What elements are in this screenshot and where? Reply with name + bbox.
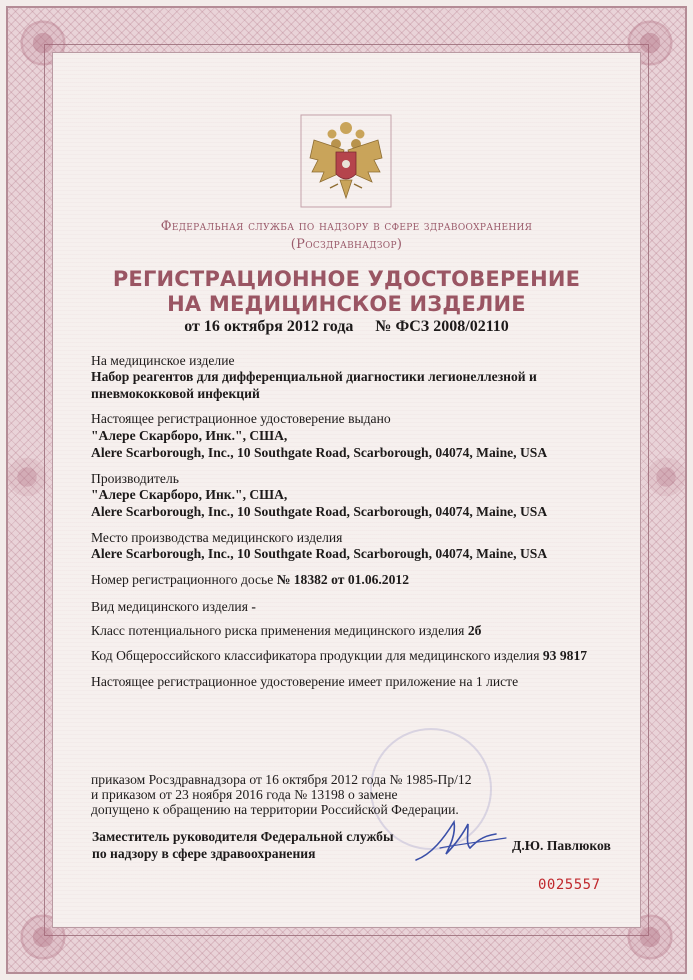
dossier-label: Номер регистрационного досье bbox=[91, 572, 274, 587]
manufacturer-label: Производитель bbox=[91, 471, 179, 486]
production-site-label: Место производства медицинского изделия bbox=[91, 530, 343, 545]
okp-code-value: 93 9817 bbox=[542, 648, 588, 663]
dossier-value: № 18382 от 01.06.2012 bbox=[276, 572, 409, 587]
certificate-number: № ФСЗ 2008/02110 bbox=[375, 318, 509, 335]
order-line1: приказом Росздравнадзора от 16 октября 2012 года № 1985-Пр/12 bbox=[91, 772, 472, 787]
agency-short-name: (Росздравнадзор) bbox=[290, 237, 403, 252]
device-name-line2: пневмококковой инфекций bbox=[91, 386, 260, 401]
manufacturer-line1: "Алере Скарборо, Инк.", США, bbox=[91, 487, 288, 502]
device-type-row bbox=[91, 598, 256, 615]
risk-class-row bbox=[91, 622, 481, 639]
device-type-label: Вид медицинского изделия bbox=[91, 599, 248, 614]
certificate-title: РЕГИСТРАЦИОННОЕ УДОСТОВЕРЕНИЕ bbox=[112, 267, 581, 291]
okp-code-label: Код Общероссийского классификатора продукции для медицинского изделия bbox=[91, 648, 540, 663]
agency-name: Федеральная служба по надзору в сфере здравоохранения bbox=[160, 219, 533, 234]
risk-class-value: 2б bbox=[467, 623, 482, 638]
dossier-row bbox=[91, 571, 409, 588]
side-rosette-icon bbox=[0, 450, 54, 504]
date-number-line bbox=[60, 318, 633, 336]
side-rosette-icon bbox=[639, 450, 693, 504]
serial-number: 0025557 bbox=[538, 877, 601, 893]
certificate-subtitle: НА МЕДИЦИНСКОЕ ИЗДЕЛИЕ bbox=[167, 292, 526, 316]
issued-to-label: Настоящее регистрационное удостоверение выдано bbox=[91, 411, 391, 426]
issue-date: от 16 октября 2012 года bbox=[184, 318, 354, 335]
coat-of-arms-icon bbox=[300, 114, 392, 208]
device-label: На медицинское изделие bbox=[91, 353, 235, 368]
okp-code-row bbox=[91, 647, 587, 664]
manufacturer-line2: Alere Scarborough, Inc., 10 Southgate Road, Scarborough, 04074, Maine, USA bbox=[91, 504, 548, 519]
issued-to-line2: Alere Scarborough, Inc., 10 Southgate Road, Scarborough, 04074, Maine, USA bbox=[91, 445, 548, 460]
device-name-line1: Набор реагентов для дифференциальной диагностики легионеллезной и bbox=[91, 369, 537, 384]
signature-icon bbox=[410, 808, 510, 868]
signatory-title-line1: Заместитель руководителя Федеральной службы bbox=[92, 829, 394, 844]
order-line2: и приказом от 23 ноября 2016 года № 13198 о замене bbox=[91, 787, 398, 802]
risk-class-label: Класс потенциального риска применения медицинского изделия bbox=[91, 623, 465, 638]
appendix-note: Настоящее регистрационное удостоверение имеет приложение на 1 листе bbox=[91, 674, 519, 689]
issued-to-line1: "Алере Скарборо, Инк.", США, bbox=[91, 428, 288, 443]
order-line3: допущено к обращению на территории Российской Федерации. bbox=[91, 802, 459, 817]
signatory-title-line2: по надзору в сфере здравоохранения bbox=[92, 846, 316, 861]
production-site-line1: Alere Scarborough, Inc., 10 Southgate Road, Scarborough, 04074, Maine, USA bbox=[91, 546, 548, 561]
device-type-value: - bbox=[251, 599, 256, 614]
signatory-name: Д.Ю. Павлюков bbox=[512, 838, 611, 853]
